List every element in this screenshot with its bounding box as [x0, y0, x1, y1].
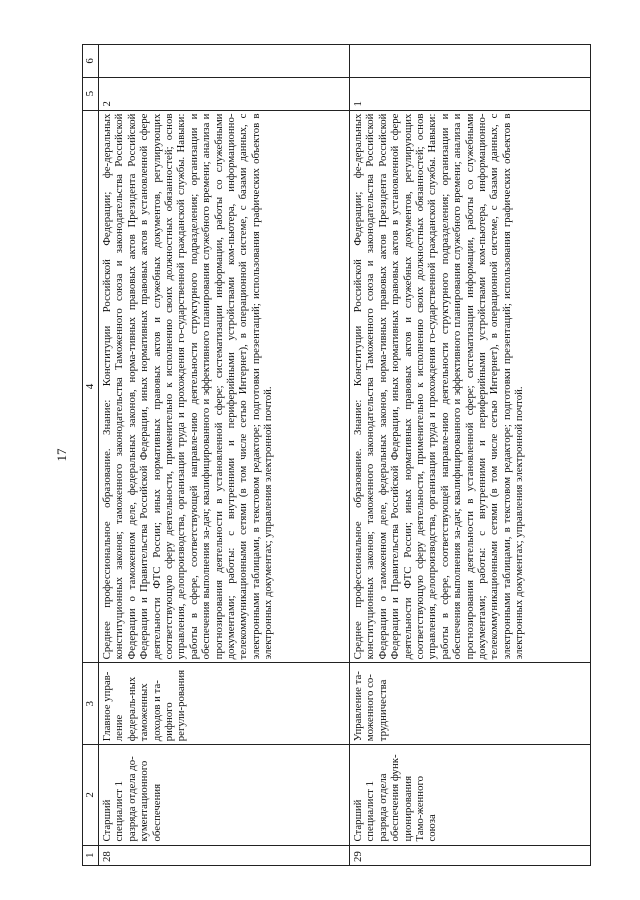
header-cell-4: 4 [83, 110, 99, 663]
rotated-page [52, 44, 608, 866]
column-5-value: 1 [350, 77, 591, 110]
row-number: 28 [99, 845, 350, 865]
column-6-value [99, 45, 350, 78]
header-cell-3: 3 [83, 663, 99, 745]
position-title: Старший специалист 1 разряда отдела обеспечения функ-ционирования Тамо-женного союза [350, 745, 591, 845]
row-number: 29 [350, 845, 591, 865]
table-row [350, 45, 591, 866]
department-name: Главное управ-ление федераль-ных таможенных доходов и та-рифного регули-рования [99, 663, 350, 745]
header-cell-2: 2 [83, 745, 99, 845]
page-number: 17 [54, 448, 69, 462]
header-cell-5: 5 [83, 77, 99, 110]
position-title: Старший специалист 1 разряда отдела до-кументационного обеспечения [99, 745, 350, 845]
table-header-row [83, 45, 99, 866]
qualification-requirements: Среднее профессиональное образование. Знание: Конституции Российской Федерации; фе-деральных конституционных законов; таможенного законодательства Таможенного союза и законодательства Российской Федерации о таможенном деле, федеральных законов, норма-тивных правовых актов Президента Российской Федерации и Правительства Российской Федерации, иных нормативных правовых актов в установленной сфере деятельности ФТС России; иных нормативных правовых актов и служебных документов, регулирующих соответствующую сферу деятельности, применительно к исполнению своих должностных обязанностей; основ управления, делопроизводства, организации труда и прохождения го-сударственной гражданской службы. Навыки: работы в сфере, соответствующей направле-нию деятельности структурного подразделения; организации и обеспечения выполнения за-дач; квалифицированного и эффективного планирования служебного времени; анализа и прогнозирования деятельности в установленной сфере; систематизации информации, работы со служебными документами; работы: с внутренними и периферийными устройствами ком-пьютера, информационно-телекоммуникационными сетями (в том числе сетью Интернет), в операционной системе, с базами данных, с электронными таблицами, в текстовом редакторе; подготовки презентаций; использования графических объектов в электронных документах; управления электронной почтой. [99, 110, 350, 663]
qualification-requirements: Среднее профессиональное образование. Знание: Конституции Российской Федерации; фе-деральных конституционных законов; таможенного законодательства Таможенного союза и законодательства Российской Федерации о таможенном деле, федеральных законов, норма-тивных правовых актов Президента Российской Федерации и Правительства Российской Федерации, иных нормативных правовых актов в установленной сфере деятельности ФТС России; иных нормативных правовых актов и служебных документов, регулирующих соответствующую сферу деятельности, применительно к исполнению своих должностных обязанностей; основ управления, делопроизводства, организации труда и прохождения го-сударственной гражданской службы. Навыки: работы в сфере, соответствующей направле-нию деятельности структурного подразделения; организации и обеспечения выполнения за-дач; квалифицированного и эффективного планирования служебного времени; анализа и прогнозирования деятельности в установленной сфере; систематизации информации, работы со служебными документами; работы: с внутренними и периферийными устройствами ком-пьютера, информационно-телекоммуникационными сетями (в том числе сетью Интернет), в операционной системе, с базами данных, с электронными таблицами, в текстовом редакторе; подготовки презентаций; использования графических объектов в электронных документах; управления электронной почтой. [350, 110, 591, 663]
column-5-value: 2 [99, 77, 350, 110]
positions-table [82, 44, 591, 866]
header-cell-1: 1 [83, 845, 99, 865]
column-6-value [350, 45, 591, 78]
header-cell-6: 6 [83, 45, 99, 78]
department-name: Управление та-моженного со-трудничества [350, 663, 591, 745]
table-row [99, 45, 350, 866]
